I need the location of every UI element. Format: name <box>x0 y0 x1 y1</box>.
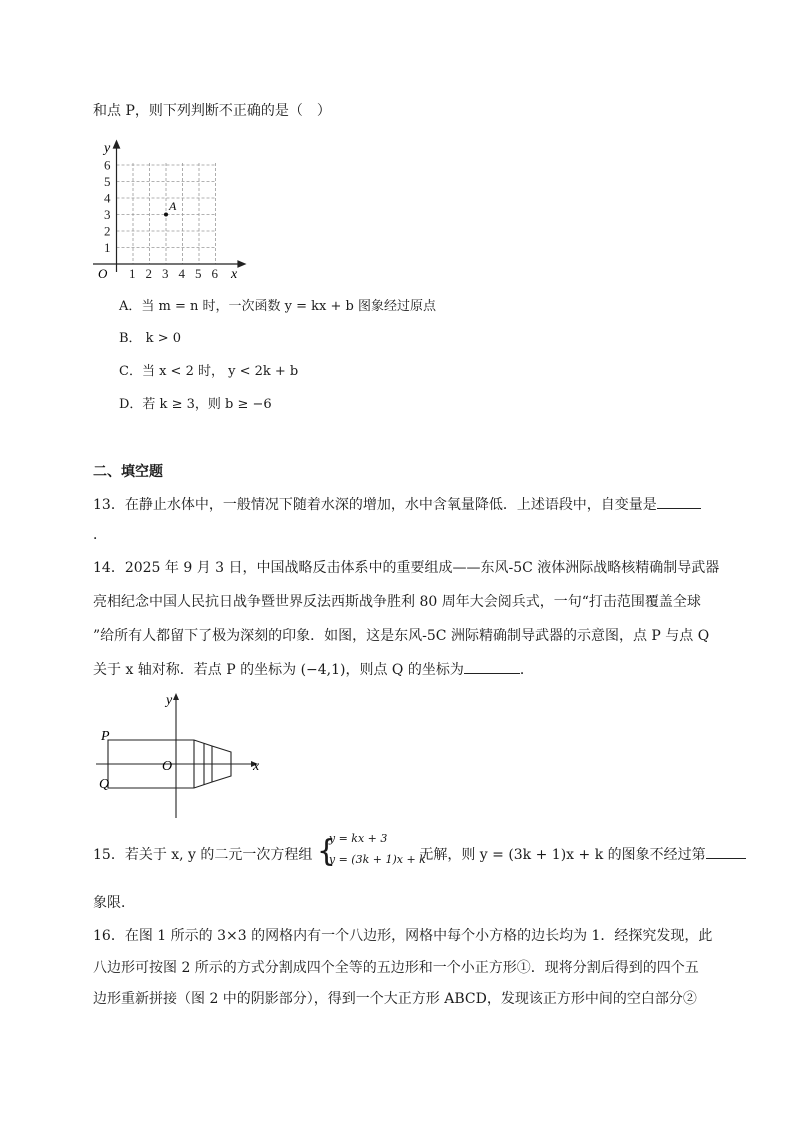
x-tick-5: 5 <box>195 266 202 278</box>
q14-text: 关于 x 轴对称．若点 P 的坐标为 (−4,1)，则点 Q 的坐标为 <box>93 662 464 678</box>
q12-option-d: D．若 k ≥ 3，则 b ≥ −6 <box>119 397 272 412</box>
y-tick-3: 3 <box>104 207 111 222</box>
q12-option-c: C．当 x < 2 时， y < 2k + b <box>119 364 299 379</box>
q15-brace: { <box>316 834 336 869</box>
x-axis-label: x <box>231 267 238 278</box>
x-axis-label: x <box>253 759 260 774</box>
q15-line2: 象限． <box>93 895 135 911</box>
q14-line3: ”给所有人都留下了极为深刻的印象．如图，这是东风-5C 洲际精确制导武器的示意图，点 P 与点 Q <box>93 628 710 644</box>
origin-label: O <box>162 759 173 774</box>
q16-line3: 边形重新拼接（图 2 中的阴影部分），得到一个大正方形 ABCD，发现该正方形中间的空白部分② <box>93 991 697 1007</box>
section-title: 二、填空题 <box>93 464 163 480</box>
q13-line2: ． <box>93 527 107 543</box>
q14-missile-figure <box>96 690 276 820</box>
q14-line1: 14．2025 年 9 月 3 日，中国战略反击体系中的重要组成——东风-5C 液体洲际战略核精确制导武器 <box>93 560 720 576</box>
q15-system <box>316 832 426 869</box>
q14-line4 <box>93 659 534 680</box>
q15-mid: 无解，则 y = (3k + 1)x + k 的图象不经过第 <box>419 847 706 863</box>
q16-line2: 八边形可按图 2 所示的方式分割成四个全等的五边形和一个小正方形①．现将分割后得到的四个五 <box>93 960 699 976</box>
q13-answer-blank[interactable] <box>657 494 701 509</box>
point-q-label: Q <box>99 777 110 792</box>
x-tick-3: 3 <box>162 266 169 278</box>
q15-line1 <box>93 832 746 869</box>
q12-stem: 和点 P，则下列判断不正确的是（ ） <box>93 103 331 119</box>
q15-eq1: y = kx + 3 <box>328 832 388 845</box>
q15-eq2: y = (3k + 1)x + k <box>328 853 426 866</box>
y-tick-5: 5 <box>104 174 111 189</box>
q12-option-a: A．当 m = n 时，一次函数 y = kx + b 图象经过原点 <box>119 299 436 314</box>
y-tick-4: 4 <box>104 190 111 206</box>
q15-answer-blank[interactable] <box>706 844 746 859</box>
q14-answer-blank[interactable] <box>464 659 520 674</box>
x-tick-6: 6 <box>211 266 218 278</box>
point-a-label: A <box>169 199 177 213</box>
q13-line1 <box>93 494 701 515</box>
point-p-label: P <box>101 729 110 744</box>
q12-option-b: B． k > 0 <box>119 331 181 346</box>
x-tick-2: 2 <box>145 266 152 278</box>
q16-line1: 16．在图 1 所示的 3×3 的网格内有一个八边形，网格中每个小方格的边长均为 1．经探究发现，此 <box>93 928 713 944</box>
y-axis-label: y <box>104 141 111 156</box>
x-tick-1: 1 <box>129 266 136 278</box>
y-tick-1: 1 <box>104 240 111 255</box>
point-a <box>164 213 168 217</box>
q15-pre: 15．若关于 x, y 的二元一次方程组 <box>93 847 313 863</box>
y-axis-label: y <box>166 693 173 708</box>
y-tick-2: 2 <box>104 223 111 239</box>
q12-coordinate-grid <box>88 138 258 278</box>
q13-text: 13．在静止水体中，一般情况下随着水深的增加，水中含氧量降低．上述语段中，自变量是 <box>93 497 657 513</box>
q14-line2: 亮相纪念中国人民抗日战争暨世界反法西斯战争胜利 80 周年大会阅兵式，一句“打击范围覆盖全球 <box>93 594 701 610</box>
q14-end: ． <box>519 662 534 678</box>
x-tick-4: 4 <box>178 266 185 278</box>
y-tick-6: 6 <box>104 157 111 173</box>
origin-label: O <box>98 266 108 278</box>
